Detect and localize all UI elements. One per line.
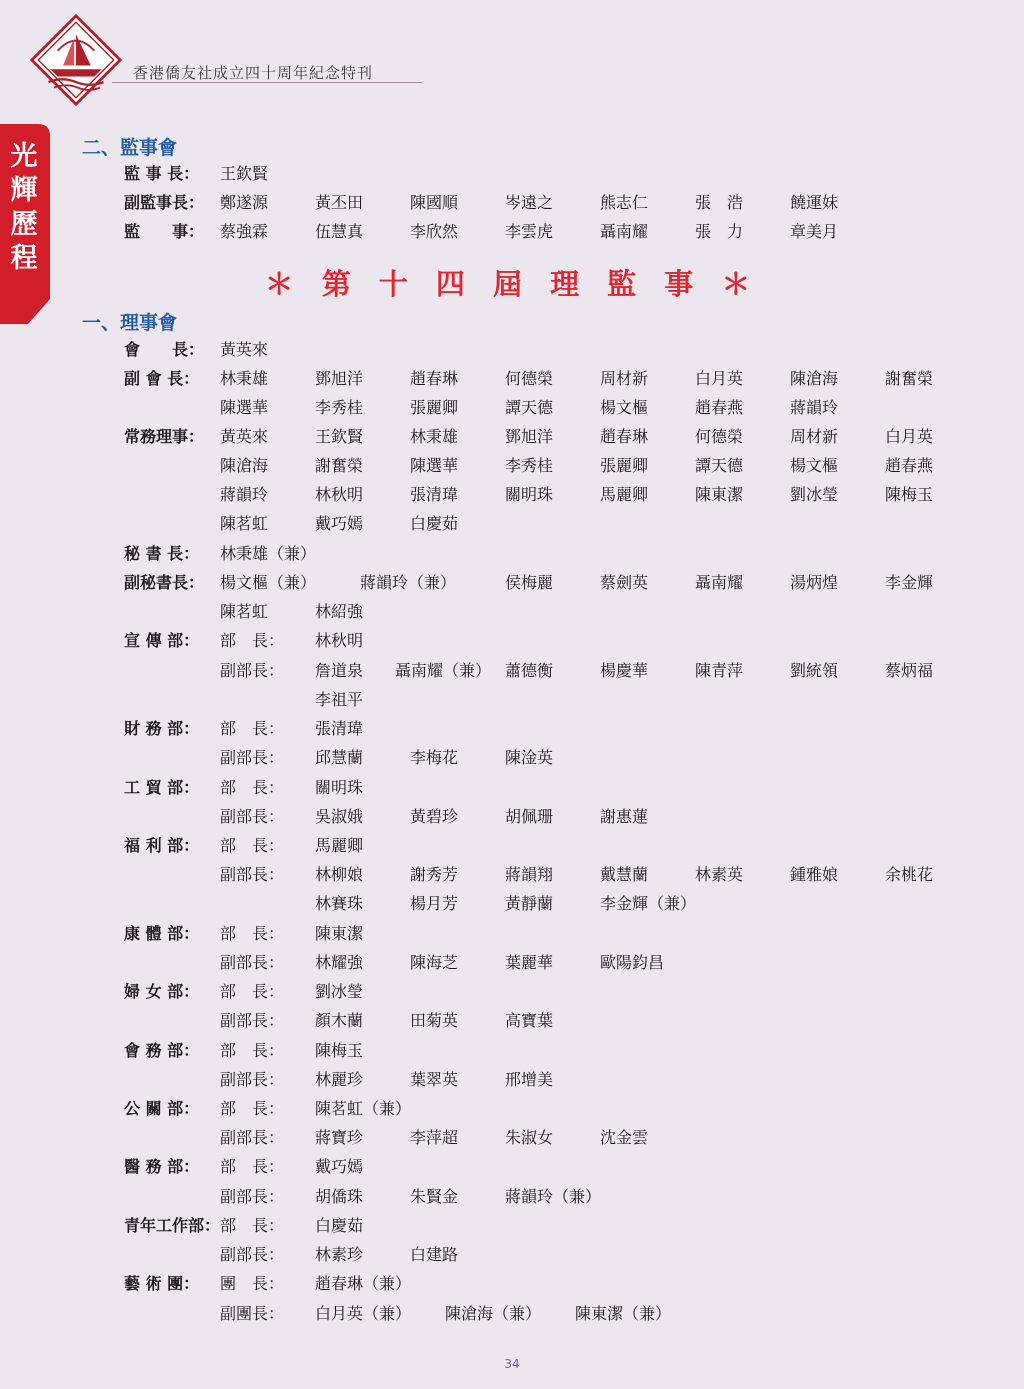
role-label: 會 長：: [124, 340, 205, 359]
member-name: 周材新: [600, 369, 649, 388]
roster-row: [0, 805, 1024, 829]
roster-row: [0, 1009, 1024, 1033]
member-name: 楊文樞（兼）: [220, 573, 317, 592]
member-name: 葉翠英: [410, 1070, 459, 1089]
member-name: 陳梅玉: [315, 1041, 364, 1060]
member-name: 白月英: [885, 427, 934, 446]
roster-row: [0, 396, 1024, 420]
role-label: 常務理事：: [124, 427, 205, 446]
member-name: 詹道泉: [315, 661, 364, 680]
role-label: 婦 女 部：: [124, 982, 200, 1001]
member-name: 黃英來: [220, 427, 269, 446]
member-name: 張清瑋: [315, 719, 364, 738]
member-name: 葉麗華: [505, 953, 554, 972]
member-name: 劉冰瑩: [790, 485, 839, 504]
sub-role-label: 部 長：: [220, 836, 285, 855]
sub-role-label: 副部長：: [220, 1245, 285, 1264]
member-name: 趙春燕: [885, 456, 934, 475]
member-name: 陳滄海: [790, 369, 839, 388]
sub-role-label: 副部長：: [220, 661, 285, 680]
role-label: 藝 術 團：: [124, 1274, 200, 1293]
member-name: 趙春琳: [600, 427, 649, 446]
member-name: 戴巧嫣: [315, 514, 364, 533]
sub-role-label: 部 長：: [220, 1041, 285, 1060]
member-name: 趙春琳（兼）: [315, 1274, 412, 1293]
member-name: 陳東潔: [315, 924, 364, 943]
roster-row: [0, 951, 1024, 975]
roster-row: [0, 367, 1024, 391]
member-name: 林素珍: [315, 1245, 364, 1264]
member-name: 熊志仁: [600, 193, 649, 212]
member-name: 李金輝: [885, 573, 934, 592]
member-name: 陳東潔: [695, 485, 744, 504]
member-name: 陳淦英: [505, 748, 554, 767]
roster-row: [0, 542, 1024, 566]
member-name: 張清瑋: [410, 485, 459, 504]
member-name: 岑遠之: [505, 193, 554, 212]
roster-row: [0, 1126, 1024, 1150]
term-banner: ＊ 第 十 四 屆 理 監 事 ＊: [264, 267, 760, 301]
member-name: 陳滄海（兼）: [445, 1304, 542, 1323]
roster-row: [0, 162, 1024, 186]
member-name: 白月英: [695, 369, 744, 388]
member-name: 謝秀芳: [410, 865, 459, 884]
sub-role-label: 部 長：: [220, 1216, 285, 1235]
roster-row: [0, 1155, 1024, 1179]
member-name: 馬麗卿: [600, 485, 649, 504]
roster-row: [0, 338, 1024, 362]
society-logo-icon: [30, 14, 122, 106]
member-name: 陳東潔（兼）: [575, 1304, 672, 1323]
roster-row: [0, 571, 1024, 595]
publication-title: 香港僑友社成立四十周年紀念特刊: [133, 64, 374, 82]
roster-row: [0, 1243, 1024, 1267]
role-label: 康 體 部：: [124, 924, 200, 943]
council-heading: 一、理事會: [82, 312, 178, 334]
member-name: 王欽賢: [315, 427, 364, 446]
roster-row: [0, 659, 1024, 683]
member-name: 黃英來: [220, 340, 269, 359]
member-name: 湯炳煌: [790, 573, 839, 592]
member-name: 陳選華: [410, 456, 459, 475]
member-name: 蔣寶珍: [315, 1128, 364, 1147]
sub-role-label: 部 長：: [220, 982, 285, 1001]
member-name: 林秋明: [315, 631, 364, 650]
member-name: 白月英（兼）: [315, 1304, 412, 1323]
member-name: 蔡劍英: [600, 573, 649, 592]
member-name: 關明珠: [315, 778, 364, 797]
header-divider: [112, 82, 422, 83]
member-name: 譚天德: [505, 398, 554, 417]
member-name: 侯梅麗: [505, 573, 554, 592]
member-name: 陳滄海: [220, 456, 269, 475]
member-name: 林素英: [695, 865, 744, 884]
roster-row: [0, 688, 1024, 712]
member-name: 李雲虎: [505, 222, 554, 241]
member-name: 白慶茹: [315, 1216, 364, 1235]
member-name: 蔡強霖: [220, 222, 269, 241]
roster-row: [0, 922, 1024, 946]
member-name: 李秀桂: [315, 398, 364, 417]
member-name: 黃碧珍: [410, 807, 459, 826]
role-label: 宣 傳 部：: [124, 631, 200, 650]
member-name: 陳青萍: [695, 661, 744, 680]
member-name: 鄧旭洋: [315, 369, 364, 388]
member-name: 鄧旭洋: [505, 427, 554, 446]
roster-row: [0, 1272, 1024, 1296]
roster-row: [0, 1039, 1024, 1063]
member-name: 林紹強: [315, 602, 364, 621]
role-label: 監 事 長：: [124, 164, 200, 183]
member-name: 邱慧蘭: [315, 748, 364, 767]
role-label: 財 務 部：: [124, 719, 200, 738]
member-name: 章美月: [790, 222, 839, 241]
roster-row: [0, 1302, 1024, 1326]
member-name: 林麗珍: [315, 1070, 364, 1089]
member-name: 沈金雲: [600, 1128, 649, 1147]
member-name: 伍慧真: [315, 222, 364, 241]
member-name: 楊慶華: [600, 661, 649, 680]
member-name: 趙春琳: [410, 369, 459, 388]
sub-role-label: 副部長：: [220, 748, 285, 767]
member-name: 謝奮榮: [885, 369, 934, 388]
sub-role-label: 副部長：: [220, 1011, 285, 1030]
member-name: 聶南耀: [600, 222, 649, 241]
member-name: 周材新: [790, 427, 839, 446]
member-name: 歐陽鈞昌: [600, 953, 665, 972]
roster-row: [0, 776, 1024, 800]
sub-role-label: 副部長：: [220, 1187, 285, 1206]
member-name: 朱賢金: [410, 1187, 459, 1206]
sub-role-label: 副部長：: [220, 865, 285, 884]
member-name: 黃靜蘭: [505, 894, 554, 913]
page-number: 34: [504, 1357, 520, 1371]
member-name: 李萍超: [410, 1128, 459, 1147]
sub-role-label: 副部長：: [220, 953, 285, 972]
roster-row: [0, 1185, 1024, 1209]
roster-row: [0, 1068, 1024, 1092]
role-label: 公 關 部：: [124, 1099, 200, 1118]
roster-row: [0, 191, 1024, 215]
member-name: 何德榮: [505, 369, 554, 388]
role-label: 秘 書 長：: [124, 544, 200, 563]
member-name: 陳選華: [220, 398, 269, 417]
member-name: 蔡炳福: [885, 661, 934, 680]
role-label: 副 會 長：: [124, 369, 200, 388]
member-name: 林秉雄: [410, 427, 459, 446]
member-name: 何德榮: [695, 427, 744, 446]
chapter-tab-label: 光輝歷程: [10, 141, 38, 274]
member-name: 蔣韻翔: [505, 865, 554, 884]
member-name: 李祖平: [315, 690, 364, 709]
member-name: 張麗卿: [600, 456, 649, 475]
member-name: 高寶葉: [505, 1011, 554, 1030]
sub-role-label: 副部長：: [220, 807, 285, 826]
member-name: 陳茗虹（兼）: [315, 1099, 412, 1118]
roster-row: [0, 892, 1024, 916]
member-name: 張 浩: [695, 193, 744, 212]
sub-role-label: 副部長：: [220, 1128, 285, 1147]
member-name: 鍾雅娘: [790, 865, 839, 884]
member-name: 林秋明: [315, 485, 364, 504]
member-name: 李梅花: [410, 748, 459, 767]
member-name: 林秉雄: [220, 369, 269, 388]
roster-row: [0, 454, 1024, 478]
role-label: 青年工作部：: [124, 1216, 221, 1235]
sub-role-label: 部 長：: [220, 924, 285, 943]
role-label: 醫 務 部：: [124, 1157, 200, 1176]
member-name: 李金輝（兼）: [600, 894, 697, 913]
member-name: 聶南耀: [695, 573, 744, 592]
member-name: 關明珠: [505, 485, 554, 504]
member-name: 張麗卿: [410, 398, 459, 417]
member-name: 蔣韻玲（兼）: [505, 1187, 602, 1206]
member-name: 聶南耀（兼）: [395, 661, 492, 680]
roster-row: [0, 220, 1024, 244]
member-name: 白慶茹: [410, 514, 459, 533]
roster-row: [0, 1214, 1024, 1238]
member-name: 蔣韻玲: [790, 398, 839, 417]
member-name: 楊月芳: [410, 894, 459, 913]
member-name: 林秉雄（兼）: [220, 544, 317, 563]
roster-row: [0, 483, 1024, 507]
member-name: 鄭遂源: [220, 193, 269, 212]
sub-role-label: 部 長：: [220, 719, 285, 738]
member-name: 劉冰瑩: [315, 982, 364, 1001]
roster-row: [0, 512, 1024, 536]
role-label: 會 務 部：: [124, 1041, 200, 1060]
member-name: 戴慧蘭: [600, 865, 649, 884]
sub-role-label: 部 長：: [220, 1099, 285, 1118]
sub-role-label: 副部長：: [220, 1070, 285, 1089]
member-name: 林耀強: [315, 953, 364, 972]
supervisory-board-heading: 二、監事會: [82, 137, 178, 159]
role-label: 副秘書長：: [124, 573, 205, 592]
member-name: 黃丕田: [315, 193, 364, 212]
role-label: 副監事長：: [124, 193, 205, 212]
member-name: 楊文樞: [790, 456, 839, 475]
member-name: 謝惠蓮: [600, 807, 649, 826]
member-name: 李欣然: [410, 222, 459, 241]
member-name: 陳茗虹: [220, 514, 269, 533]
member-name: 馬麗卿: [315, 836, 364, 855]
member-name: 陳梅玉: [885, 485, 934, 504]
sub-role-label: 團 長：: [220, 1274, 285, 1293]
member-name: 吳淑娥: [315, 807, 364, 826]
member-name: 白建路: [410, 1245, 459, 1264]
member-name: 朱淑女: [505, 1128, 554, 1147]
role-label: 工 貿 部：: [124, 778, 200, 797]
member-name: 林賽珠: [315, 894, 364, 913]
member-name: 陳茗虹: [220, 602, 269, 621]
member-name: 劉統領: [790, 661, 839, 680]
sub-role-label: 部 長：: [220, 778, 285, 797]
member-name: 饒運妹: [790, 193, 839, 212]
sub-role-label: 副團長：: [220, 1304, 285, 1323]
member-name: 陳國順: [410, 193, 459, 212]
member-name: 邢增美: [505, 1070, 554, 1089]
member-name: 林柳娘: [315, 865, 364, 884]
roster-row: [0, 425, 1024, 449]
member-name: 顏木蘭: [315, 1011, 364, 1030]
roster-row: [0, 717, 1024, 741]
member-name: 張 力: [695, 222, 744, 241]
member-name: 蔣韻玲（兼）: [360, 573, 457, 592]
roster-row: [0, 600, 1024, 624]
member-name: 胡僑珠: [315, 1187, 364, 1206]
member-name: 譚天德: [695, 456, 744, 475]
member-name: 楊文樞: [600, 398, 649, 417]
roster-row: [0, 980, 1024, 1004]
roster-row: [0, 863, 1024, 887]
member-name: 田菊英: [410, 1011, 459, 1030]
member-name: 陳海芝: [410, 953, 459, 972]
member-name: 胡佩珊: [505, 807, 554, 826]
member-name: 李秀桂: [505, 456, 554, 475]
member-name: 謝奮榮: [315, 456, 364, 475]
roster-row: [0, 746, 1024, 770]
roster-row: [0, 834, 1024, 858]
role-label: 福 利 部：: [124, 836, 200, 855]
member-name: 余桃花: [885, 865, 934, 884]
member-name: 戴巧嫣: [315, 1157, 364, 1176]
member-name: 王欽賢: [220, 164, 269, 183]
roster-row: [0, 629, 1024, 653]
member-name: 蕭德衡: [505, 661, 554, 680]
member-name: 趙春燕: [695, 398, 744, 417]
role-label: 監 事：: [124, 222, 205, 241]
member-name: 蔣韻玲: [220, 485, 269, 504]
roster-row: [0, 1097, 1024, 1121]
sub-role-label: 部 長：: [220, 1157, 285, 1176]
sub-role-label: 部 長：: [220, 631, 285, 650]
